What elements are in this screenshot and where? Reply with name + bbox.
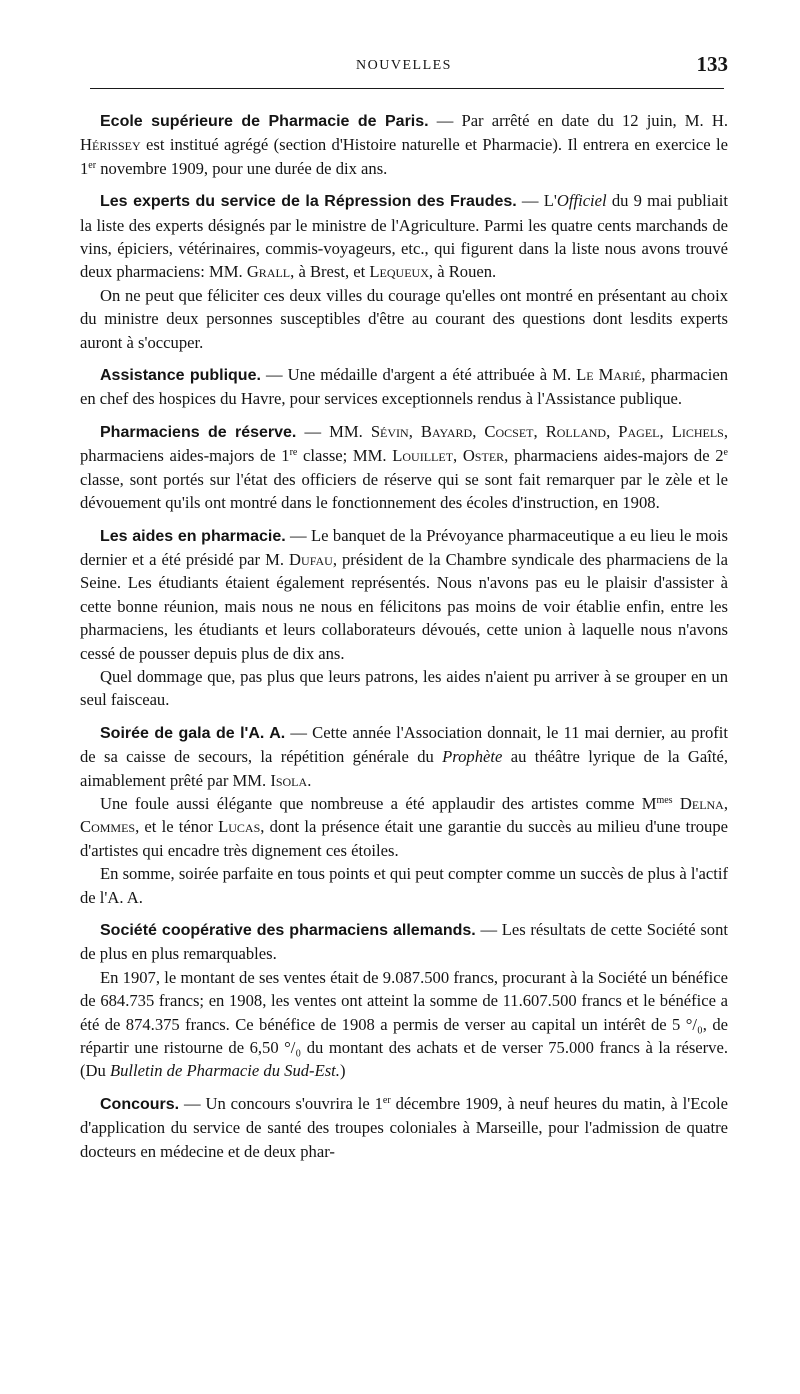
text-run: Une foule aussi élégante que nombreuse a été applaudir des artistes comme M xyxy=(100,793,657,813)
text-run: , à Rouen. xyxy=(428,262,497,282)
section-pharmaciens-reserve xyxy=(80,420,728,515)
superscript: mes xyxy=(656,794,673,806)
section-heading: Assistance publique. xyxy=(100,367,261,385)
page-number: 133 xyxy=(696,52,728,76)
text-run: . xyxy=(307,770,312,790)
text-run: au théâtre lyrique de la Gaîté, aimablement prêté par MM. xyxy=(80,747,728,790)
text-run: , et le ténor xyxy=(135,817,219,837)
abbreviation: A. A xyxy=(107,887,139,907)
paragraph xyxy=(80,792,728,862)
text-run: En somme, soirée parfaite en tous points et qui peut compter comme un succès de plus à l'actif de l' xyxy=(80,864,728,907)
text-run xyxy=(673,794,680,813)
person-names: Delna, Commes xyxy=(80,793,728,837)
italic-title: Prophète xyxy=(442,747,503,767)
text-run: — Une médaille d'argent a été attribuée à M. xyxy=(260,365,577,385)
text-run: novembre 1909, pour une durée de dix ans. xyxy=(96,158,388,178)
section-heading: Les experts du service de la Répression des Fraudes. xyxy=(100,193,517,211)
person-names: Sévin, Bayard, Cocset, Rolland, Pagel, Lichels xyxy=(370,421,724,441)
superscript: er xyxy=(88,159,97,171)
person-name: Lucas xyxy=(218,817,261,837)
italic-title: Bulletin de Pharmacie du Sud-Est. xyxy=(109,1061,340,1081)
paragraph xyxy=(80,363,728,411)
section-societe-cooperative xyxy=(80,918,728,1083)
text-run: décembre 1909, à neuf heures du matin, à l'Ecole d'application du service de santé des troupes coloniales à Marseille, pour l'admission de quatre docteurs en médecine et de deux phar- xyxy=(80,1093,728,1161)
text-run: — MM. xyxy=(296,421,371,441)
person-name: Lequeux xyxy=(369,262,429,282)
article-body xyxy=(80,109,728,1163)
paragraph xyxy=(80,109,728,180)
section-heading: Ecole supérieure de Pharmacie de Paris. xyxy=(100,113,429,130)
text-run: , à Brest, et xyxy=(290,262,370,282)
paragraph xyxy=(80,189,728,284)
paragraph: Quel dommage que, pas plus que leurs patrons, les aides n'aient pu arriver à se grouper en un seul faisceau. xyxy=(80,666,728,710)
section-experts-fraudes xyxy=(80,189,728,354)
text-run: En 1907, le montant de ses ventes était de 9.087.500 francs, procurant à la Société un bénéfice de 684.735 francs; en 1908, les ventes ont atteint la somme de 11.607.500 francs et le bénéfice a été de 874.375 francs. Ce bénéfice de 1908 a permis de verser au capital un intérêt de 5 °/₀, de répartir une ristourne de 6,50 °/₀ du montant des achats et de verser 75.000 francs à la réserve. (Du xyxy=(80,967,728,1081)
paragraph xyxy=(80,524,728,665)
section-concours xyxy=(80,1092,728,1163)
section-ecole-pharmacie xyxy=(80,109,728,180)
text-run: est institué agrégé (section d'Histoire naturelle et Pharmacie). Il entrera en exercice le 1 xyxy=(80,135,728,178)
paragraph xyxy=(80,1092,728,1163)
paragraph: On ne peut que féliciter ces deux villes du courage qu'elles ont montré en présentant au choix du ministre deux personnes susceptibles d'être au courant des questions dont lesdits experts auront à s'occuper. xyxy=(80,285,728,352)
paragraph xyxy=(80,721,728,792)
text-run: ) xyxy=(339,1061,346,1081)
text-run: — Le banquet de la Prévoyance pharmaceutique a eu lieu le mois dernier et a été présidé par M. xyxy=(80,525,728,569)
text-run: , pharmaciens aides-majors de 1 xyxy=(80,421,729,466)
text-run: , président de la Chambre syndicale des pharmaciens de la Seine. Les étudiants étaient également représentés. Nous n'avons pas eu le plaisir d'assister à cette bonne réunion, mais nous ne nous en félicitons pas moins de voir établie enfin, entre les pharmaciens, les étudiants et leurs collaborateurs dévoués, cette union à laquelle nous n'avons cessé de pousser depuis plus de dix ans. xyxy=(80,549,728,663)
page xyxy=(80,48,728,1172)
text-run: du 9 mai publiait la liste des experts désignés par le ministre de l'Agriculture. Parmi les quatre cents marchands de vins, épiciers, vétérinaires, commis-voyageurs, etc., qui figurent dans la liste nous avons trouvé deux pharmaciens: MM. xyxy=(80,191,728,282)
text-run: classe; MM. xyxy=(297,446,393,466)
section-heading: Concours. xyxy=(100,1095,180,1113)
superscript: er xyxy=(382,1094,391,1106)
section-heading: Pharmaciens de réserve. xyxy=(100,423,297,441)
text-run: — Les résultats de cette Société sont de plus en plus remarquables. xyxy=(80,920,729,964)
section-aides-pharmacie xyxy=(80,524,728,712)
person-names: Louillet, Oster xyxy=(392,446,505,466)
person-name: Grall xyxy=(246,262,291,282)
paragraph xyxy=(80,966,728,1083)
superscript: e xyxy=(723,447,728,459)
text-run: classe, sont portés sur l'état des officiers de réserve qui se sont fait remarquer par le zèle et le dévouement qu'ils ont montré dans le fonctionnement des écoles d'instruction, en 1908. xyxy=(80,469,728,513)
section-soiree-gala xyxy=(80,721,728,909)
text-run: , pharmacien en chef des hospices du Havre, pour services exceptionnels rendus à l'Assistance publique. xyxy=(80,365,728,409)
section-heading: Société coopérative des pharmaciens allemands. xyxy=(100,922,476,939)
text-run: — L' xyxy=(516,191,557,211)
text-run: , dont la présence était une garantie du succès au milieu d'une troupe d'artistes qui encadre très dignement ces étoiles. xyxy=(80,817,728,860)
section-heading: Soirée de gala de l'A. A. xyxy=(100,724,286,742)
running-title: NOUVELLES xyxy=(356,58,452,73)
person-name: Le Marié xyxy=(576,365,642,385)
section-heading: Les aides en pharmacie. xyxy=(100,527,286,545)
text-run: , pharmaciens aides-majors de 2 xyxy=(504,446,724,466)
person-name: Dufau xyxy=(289,549,333,569)
text-run: — Un concours s'ouvrira le 1 xyxy=(179,1093,383,1113)
italic-title: Officiel xyxy=(556,191,607,211)
person-name: Isola xyxy=(270,770,308,790)
section-assistance-publique xyxy=(80,363,728,411)
text-run: — Par arrêté en date du 12 juin, M. H. xyxy=(428,111,728,130)
paragraph xyxy=(80,918,728,966)
text-run: — Cette année l'Association donnait, le 11 mai dernier, au profit de sa caisse de secours, la répétition générale du xyxy=(80,722,729,767)
paragraph xyxy=(80,420,728,515)
header-rule xyxy=(90,88,724,89)
paragraph xyxy=(80,862,728,909)
person-name: Hérissey xyxy=(80,135,141,155)
superscript: re xyxy=(289,447,298,459)
text-run: . xyxy=(138,887,143,907)
running-header xyxy=(80,48,728,84)
